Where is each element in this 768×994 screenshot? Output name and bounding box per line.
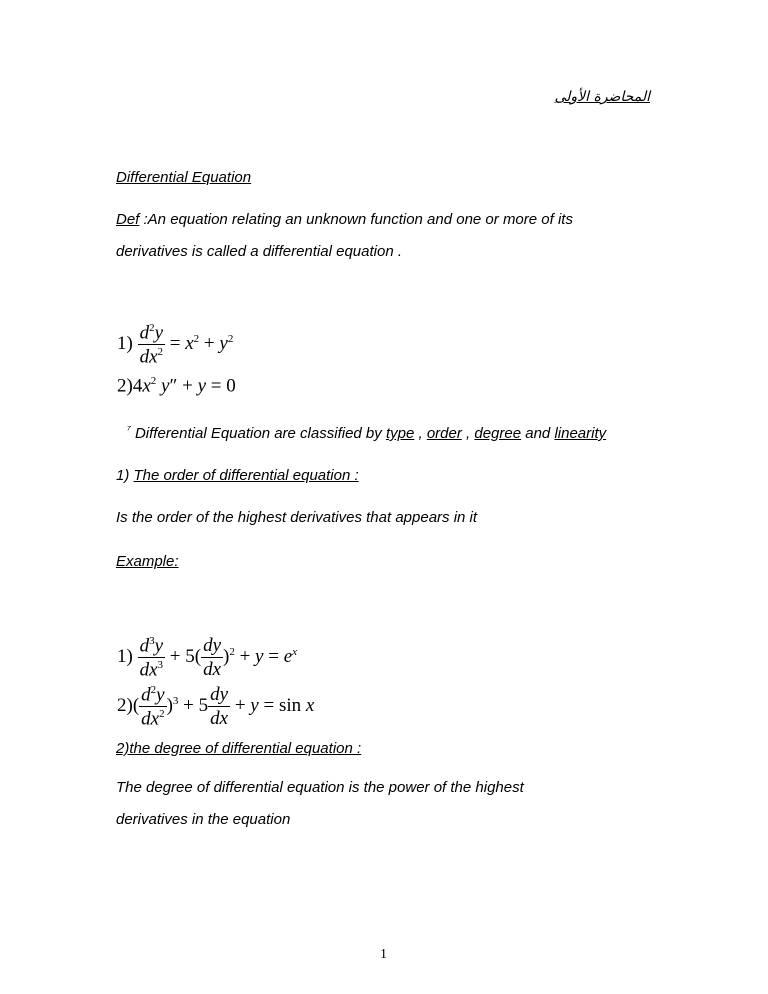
section-title: Differential Equation [116,169,252,186]
degree-title: 2)the degree of differential equation : [116,740,362,757]
fraction-dy-dx-b: $\frac{dy}{dx}$ [210,684,229,730]
sep-2: , [461,425,475,442]
page-number: 1 [380,947,387,962]
class-linearity: linearity [554,425,607,442]
order-title: The order of differential equation : [133,467,359,484]
fraction-d2y-dx2-b: $\frac{d^2y}{dx^2}$ [141,684,165,730]
equation-2: $2)4x^2$ y″ + y = 0 [117,375,236,397]
class-type: type [385,425,415,442]
definition-line-2: derivatives is called a differential equation . [116,243,402,260]
equation-3-number: 1) [117,646,133,668]
equation-3: 1) $\frac{d^3y}{dx^3}$ + 5( $\frac{dy}{dx}$ )$^2 + y = e^x$ [117,635,298,681]
definition-label: Def [116,211,140,228]
equation-1-number: 1) [117,333,133,355]
class-order: order [426,425,462,442]
order-description: Is the order of the highest derivatives that appears in it [116,509,478,526]
equation-4: 2)( $\frac{d^2y}{dx^2}$ )$^3$ + 5 $\frac{dy}{dx}$ + y = sin x [117,684,315,730]
classification-line [127,425,606,442]
order-number: 1) [116,467,134,484]
equation-1: 1) $\frac{d^2y}{dx^2}$ = $x^2 + y^2$ [117,322,234,368]
bullet-mark: ⁷ [127,425,131,436]
order-heading [116,467,359,484]
lecture-title-arabic: المحاضرة الأولى [554,89,650,105]
fraction-dy-dx: $\frac{dy}{dx}$ [203,635,221,681]
fraction-d2y-dx2: $\frac{d^2y}{dx^2}$ [139,322,164,368]
equation-4-number: 2)( [117,695,140,717]
degree-line-2: derivatives in the equation [116,811,291,828]
equation-2-number: 2) [117,375,133,397]
fraction-d3y-dx3: $\frac{d^3y}{dx^3}$ [139,635,164,681]
definition-text-1: :An equation relating an unknown function and one or more of its [139,211,573,228]
degree-line-1: The degree of differential equation is the power of the highest [116,779,524,796]
and-word: and [521,425,555,442]
classification-prefix: Differential Equation are classified by [130,425,386,442]
sep-1: , [414,425,427,442]
example-label: Example: [116,553,179,570]
class-degree: degree [474,425,522,442]
definition-line-1 [116,211,573,228]
